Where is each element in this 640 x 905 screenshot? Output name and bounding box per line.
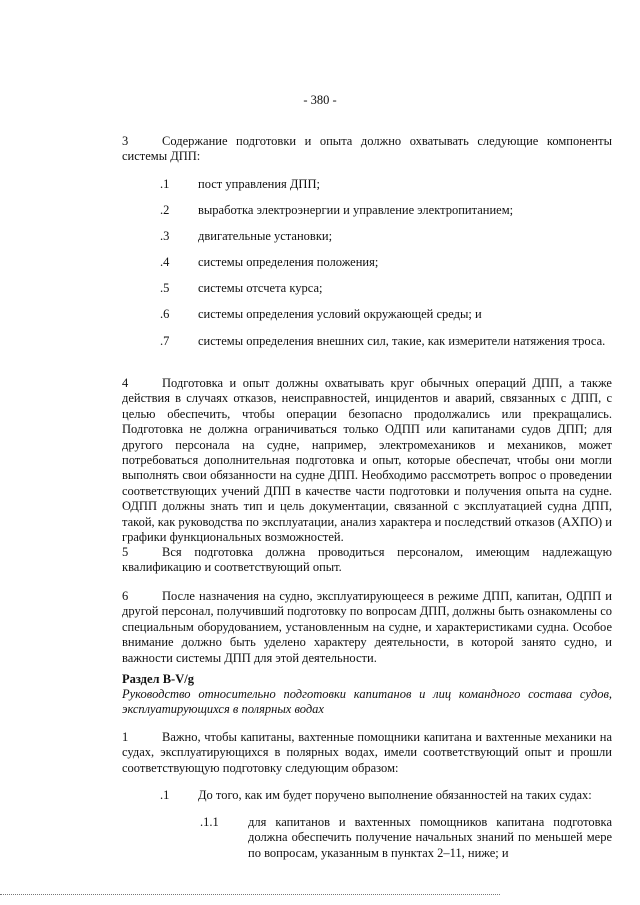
paragraph-6	[122, 589, 612, 666]
list-item	[160, 334, 612, 349]
footer-divider	[0, 894, 500, 895]
item-number: .5	[160, 281, 170, 295]
item-number: .1	[160, 788, 170, 802]
item-text: выработка электроэнергии и управление электропитанием;	[198, 203, 514, 217]
item-text: системы отсчета курса;	[198, 281, 323, 295]
paragraph-5	[122, 545, 612, 576]
item-text: двигательные установки;	[198, 229, 333, 243]
list-item	[160, 177, 612, 192]
item-number: .4	[160, 255, 170, 269]
paragraph-3	[122, 134, 612, 165]
list-item	[160, 307, 612, 322]
paragraph-text: Подготовка и опыт должны охватывать круг обычных операций ДПП, а также действия в случаях отказов, неисправностей, инцидентов и аварий, связанных с ДПП, с целью обеспечить, чтобы операции безопасно продолжались или прекращались. Подготовка не должна ограничиваться только ОДПП или капитанами судов ДПП; для другого персонала на судне, например, электромехаников и механиков, может потребоваться дополнительная подготовка и опыт, которые обеспечат, чтобы они могли выполнять свои обязанности на судне ДПП. Необходимо рассмотреть вопрос о проведении соответствующих учений ДПП в качестве части подготовки и получения опыта на судне. ОДПП должны знать тип и цель документации, связанной с эксплуатацией судна ДПП, такой, как руководства по эксплуатации, анализ характера и последствий отказов (АХПО) и графики функциональных возможностей.	[122, 376, 612, 545]
section-paragraph-1	[122, 730, 612, 776]
item-number: .3	[160, 229, 170, 243]
list-subitem	[200, 815, 612, 861]
item-number: .2	[160, 203, 170, 217]
list-item	[160, 229, 612, 244]
list-item	[160, 788, 612, 803]
item-number: .1.1	[200, 815, 219, 829]
item-text: системы определения внешних сил, такие, как измерители натяжения троса.	[198, 334, 606, 348]
paragraph-number: 5	[122, 545, 129, 559]
section-subtitle: Руководство относительно подготовки капитанов и лиц командного состава судов, эксплуатирующихся в полярных водах	[122, 687, 612, 717]
paragraph-number: 1	[122, 730, 129, 744]
page-number: - 380 -	[303, 93, 337, 107]
paragraph-number: 3	[122, 134, 129, 148]
paragraph-text: После назначения на судно, эксплуатирующееся в режиме ДПП, капитан, ОДПП и другой персонал, получивший подготовку по вопросам ДПП, должны быть ознакомлены со специальным оборудованием, установленным на судне, и характеристиками судна. Особое внимание должно быть уделено характеру деятельности, в которой занято судно, и важности системы ДПП для этой деятельности.	[122, 589, 612, 665]
paragraph-text: Вся подготовка должна проводиться персоналом, имеющим надлежащую квалификацию и соответствующий опыт.	[122, 545, 612, 575]
item-text: системы определения условий окружающей среды; и	[198, 307, 482, 321]
item-number: .1	[160, 177, 170, 191]
item-text: До того, как им будет поручено выполнение обязанностей на таких судах:	[198, 788, 592, 802]
paragraph-number: 6	[122, 589, 129, 603]
item-text: пост управления ДПП;	[198, 177, 320, 191]
paragraph-4	[122, 376, 612, 545]
item-number: .6	[160, 307, 170, 321]
item-number: .7	[160, 334, 170, 348]
list-item	[160, 255, 612, 270]
list-item	[160, 203, 612, 218]
item-text: для капитанов и вахтенных помощников капитана подготовка должна обеспечить получение начальных знаний по меньшей мере по вопросам, указанным в пунктах 2–11, ниже; и	[248, 815, 612, 860]
section-title: Раздел B-V/g	[122, 672, 194, 686]
list-item	[160, 281, 612, 296]
item-text: системы определения положения;	[198, 255, 379, 269]
paragraph-number: 4	[122, 376, 129, 390]
paragraph-text: Важно, чтобы капитаны, вахтенные помощники капитана и вахтенные механики на судах, эксплуатирующихся в полярных водах, имели соответствующий опыт и прошли соответствующую подготовку следующим образом:	[122, 730, 612, 775]
paragraph-text: Содержание подготовки и опыта должно охватывать следующие компоненты системы ДПП:	[122, 134, 612, 164]
